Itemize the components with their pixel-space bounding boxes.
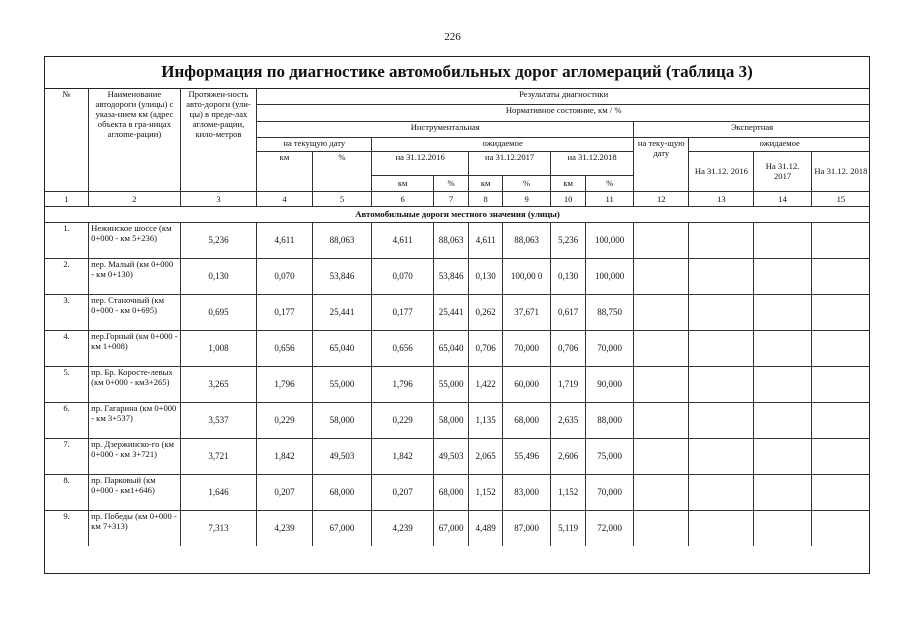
km-2017: 1,152 — [469, 474, 503, 510]
row-number: 8. — [45, 474, 89, 510]
pct-2018: 75,000 — [586, 438, 634, 474]
column-number: 8 — [469, 191, 503, 206]
header-km-2017: км — [469, 175, 503, 191]
column-number: 7 — [434, 191, 469, 206]
pct-2016: 25,441 — [434, 294, 469, 330]
expert-2018 — [811, 222, 870, 258]
table-row — [45, 330, 870, 366]
km-2016: 1,796 — [372, 366, 434, 402]
table-row — [45, 258, 870, 294]
km-2017: 4,489 — [469, 510, 503, 546]
km-2016: 4,611 — [372, 222, 434, 258]
expert-2018 — [811, 258, 870, 294]
row-number: 5. — [45, 366, 89, 402]
expert-2018 — [811, 474, 870, 510]
pct-2017: 70,000 — [503, 330, 551, 366]
table-row — [45, 402, 870, 438]
header-expected: ожидаемое — [372, 137, 634, 151]
row-number: 3. — [45, 294, 89, 330]
row-number: 1. — [45, 222, 89, 258]
table-row — [45, 510, 870, 546]
column-number: 11 — [586, 191, 634, 206]
table-row — [45, 366, 870, 402]
current-pct: 67,000 — [312, 510, 372, 546]
road-name: пр. Гагарина (км 0+000 - км 3+537) — [89, 402, 181, 438]
column-number: 13 — [689, 191, 754, 206]
road-length: 0,695 — [180, 294, 257, 330]
road-length: 5,236 — [180, 222, 257, 258]
header-results: Результаты диагностики — [257, 89, 870, 104]
column-number: 10 — [551, 191, 586, 206]
pct-2017: 55,496 — [503, 438, 551, 474]
km-2017: 2,065 — [469, 438, 503, 474]
pct-2017: 68,000 — [503, 402, 551, 438]
pct-2018: 100,000 — [586, 258, 634, 294]
pct-2016: 58,000 — [434, 402, 469, 438]
current-pct: 49,503 — [312, 438, 372, 474]
header-expert-current: на теку-щую дату — [634, 137, 689, 191]
pct-2018: 88,750 — [586, 294, 634, 330]
header-date-2017: на 31.12.2017 — [469, 151, 551, 175]
header-km-2018: км — [551, 175, 586, 191]
expert-current — [634, 402, 689, 438]
header-cur-pct: % — [312, 151, 372, 191]
expert-2018 — [811, 330, 870, 366]
expert-2016 — [689, 438, 754, 474]
current-km: 4,239 — [257, 510, 312, 546]
road-length: 3,265 — [180, 366, 257, 402]
current-km: 0,177 — [257, 294, 312, 330]
pct-2018: 100,000 — [586, 222, 634, 258]
header-expert: Экспертная — [634, 121, 870, 137]
pct-2017: 60,000 — [503, 366, 551, 402]
current-pct: 68,000 — [312, 474, 372, 510]
table-title: Информация по диагностике автомобильных дорог агломераций (таблица 3) — [45, 57, 869, 89]
row-number: 6. — [45, 402, 89, 438]
pct-2016: 53,846 — [434, 258, 469, 294]
expert-2016 — [689, 222, 754, 258]
road-length: 1,008 — [180, 330, 257, 366]
column-number: 14 — [754, 191, 811, 206]
header-pct-2017: % — [503, 175, 551, 191]
road-name: пр. Дзержинско-го (км 0+000 - км 3+721) — [89, 438, 181, 474]
expert-2016 — [689, 366, 754, 402]
expert-2017 — [754, 366, 811, 402]
km-2017: 4,611 — [469, 222, 503, 258]
expert-current — [634, 438, 689, 474]
expert-2016 — [689, 258, 754, 294]
expert-2017 — [754, 294, 811, 330]
km-2016: 0,177 — [372, 294, 434, 330]
km-2016: 0,229 — [372, 402, 434, 438]
road-length: 7,313 — [180, 510, 257, 546]
current-pct: 55,000 — [312, 366, 372, 402]
km-2016: 0,207 — [372, 474, 434, 510]
km-2017: 1,422 — [469, 366, 503, 402]
road-name: Нежинское шоссе (км 0+000 - км 5+236) — [89, 222, 181, 258]
expert-current — [634, 294, 689, 330]
km-2018: 1,719 — [551, 366, 586, 402]
km-2018: 5,236 — [551, 222, 586, 258]
road-length: 3,537 — [180, 402, 257, 438]
pct-2018: 72,000 — [586, 510, 634, 546]
road-name: пр. Бр. Коросте-левых (км 0+000 - км3+265) — [89, 366, 181, 402]
pct-2016: 67,000 — [434, 510, 469, 546]
current-km: 0,207 — [257, 474, 312, 510]
expert-2017 — [754, 438, 811, 474]
expert-current — [634, 510, 689, 546]
current-km: 1,842 — [257, 438, 312, 474]
expert-2017 — [754, 474, 811, 510]
km-2017: 1,135 — [469, 402, 503, 438]
expert-2016 — [689, 510, 754, 546]
header-km-2016: км — [372, 175, 434, 191]
expert-2018 — [811, 438, 870, 474]
column-number: 12 — [634, 191, 689, 206]
pct-2017: 37,671 — [503, 294, 551, 330]
column-number: 15 — [811, 191, 870, 206]
current-pct: 53,846 — [312, 258, 372, 294]
current-pct: 58,000 — [312, 402, 372, 438]
header-current-date: на текущую дату — [257, 137, 372, 151]
expert-current — [634, 222, 689, 258]
column-number: 3 — [180, 191, 257, 206]
pct-2016: 55,000 — [434, 366, 469, 402]
row-number: 7. — [45, 438, 89, 474]
row-number: 4. — [45, 330, 89, 366]
expert-2018 — [811, 366, 870, 402]
current-km: 0,070 — [257, 258, 312, 294]
table-row — [45, 438, 870, 474]
expert-2017 — [754, 402, 811, 438]
pct-2018: 88,000 — [586, 402, 634, 438]
km-2018: 0,130 — [551, 258, 586, 294]
pct-2016: 65,040 — [434, 330, 469, 366]
km-2016: 1,842 — [372, 438, 434, 474]
table-row — [45, 294, 870, 330]
table-row — [45, 222, 870, 258]
pct-2018: 70,000 — [586, 474, 634, 510]
column-number: 9 — [503, 191, 551, 206]
km-2018: 5,119 — [551, 510, 586, 546]
column-number: 1 — [45, 191, 89, 206]
pct-2016: 68,000 — [434, 474, 469, 510]
km-2016: 0,656 — [372, 330, 434, 366]
header-expert-expected: ожидаемое — [689, 137, 870, 151]
column-number: 6 — [372, 191, 434, 206]
km-2016: 0,070 — [372, 258, 434, 294]
road-name: пр. Парковый (км 0+000 - км1+646) — [89, 474, 181, 510]
expert-2018 — [811, 402, 870, 438]
current-pct: 65,040 — [312, 330, 372, 366]
current-km: 0,229 — [257, 402, 312, 438]
header-date-2016: на 31.12.2016 — [372, 151, 469, 175]
expert-2018 — [811, 510, 870, 546]
current-km: 4,611 — [257, 222, 312, 258]
header-pct-2016: % — [434, 175, 469, 191]
expert-current — [634, 366, 689, 402]
document-frame — [44, 56, 870, 574]
expert-2016 — [689, 330, 754, 366]
road-length: 1,646 — [180, 474, 257, 510]
header-name: Наименование автодороги (улицы) с указа-нием км (адрес объекта в гра-ницах аглome-рации) — [89, 89, 181, 191]
pct-2017: 100,00 0 — [503, 258, 551, 294]
header-exp-2017: На 31.12. 2017 — [754, 151, 811, 191]
road-name: пер. Станочный (км 0+000 - км 0+695) — [89, 294, 181, 330]
km-2018: 1,152 — [551, 474, 586, 510]
column-number: 4 — [257, 191, 312, 206]
km-2018: 0,617 — [551, 294, 586, 330]
expert-2017 — [754, 258, 811, 294]
page-number: 226 — [444, 31, 461, 43]
table-row — [45, 474, 870, 510]
header-date-2018: на 31.12.2018 — [551, 151, 634, 175]
km-2018: 2,606 — [551, 438, 586, 474]
road-name: пр. Победы (км 0+000 - км 7+313) — [89, 510, 181, 546]
pct-2017: 88,063 — [503, 222, 551, 258]
km-2018: 0,706 — [551, 330, 586, 366]
expert-2017 — [754, 222, 811, 258]
pct-2018: 70,000 — [586, 330, 634, 366]
row-number: 2. — [45, 258, 89, 294]
km-2017: 0,262 — [469, 294, 503, 330]
pct-2016: 49,503 — [434, 438, 469, 474]
expert-current — [634, 474, 689, 510]
header-pct-2018: % — [586, 175, 634, 191]
header-exp-2016: На 31.12. 2016 — [689, 151, 754, 191]
column-number: 2 — [89, 191, 181, 206]
km-2018: 2,635 — [551, 402, 586, 438]
km-2017: 0,130 — [469, 258, 503, 294]
expert-2018 — [811, 294, 870, 330]
pct-2018: 90,000 — [586, 366, 634, 402]
road-length: 0,130 — [180, 258, 257, 294]
pct-2017: 83,000 — [503, 474, 551, 510]
pct-2017: 87,000 — [503, 510, 551, 546]
km-2016: 4,239 — [372, 510, 434, 546]
current-pct: 25,441 — [312, 294, 372, 330]
road-name: пер.Горный (км 0+000 - км 1+008) — [89, 330, 181, 366]
expert-2016 — [689, 474, 754, 510]
expert-current — [634, 258, 689, 294]
column-number: 5 — [312, 191, 372, 206]
expert-current — [634, 330, 689, 366]
header-exp-2018: На 31.12. 2018 — [811, 151, 870, 191]
row-number: 9. — [45, 510, 89, 546]
current-pct: 88,063 — [312, 222, 372, 258]
column-number-row — [45, 191, 870, 206]
expert-2017 — [754, 330, 811, 366]
pct-2016: 88,063 — [434, 222, 469, 258]
header-no: № — [45, 89, 89, 191]
road-name: пер. Малый (км 0+000 - км 0+130) — [89, 258, 181, 294]
diagnostics-table — [45, 89, 870, 546]
header-normative: Нормативное состояние, км / % — [257, 104, 870, 121]
header-instrumental: Инструментальная — [257, 121, 634, 137]
current-km: 0,656 — [257, 330, 312, 366]
header-length: Протяжен-ность авто-дороги (ули-цы) в преде-лах агломе-рации, кило-метров — [180, 89, 257, 191]
current-km: 1,796 — [257, 366, 312, 402]
road-length: 3,721 — [180, 438, 257, 474]
expert-2016 — [689, 402, 754, 438]
km-2017: 0,706 — [469, 330, 503, 366]
header-cur-km: км — [257, 151, 312, 191]
expert-2016 — [689, 294, 754, 330]
expert-2017 — [754, 510, 811, 546]
section-title: Автомобильные дороги местного значения (улицы) — [45, 206, 870, 222]
